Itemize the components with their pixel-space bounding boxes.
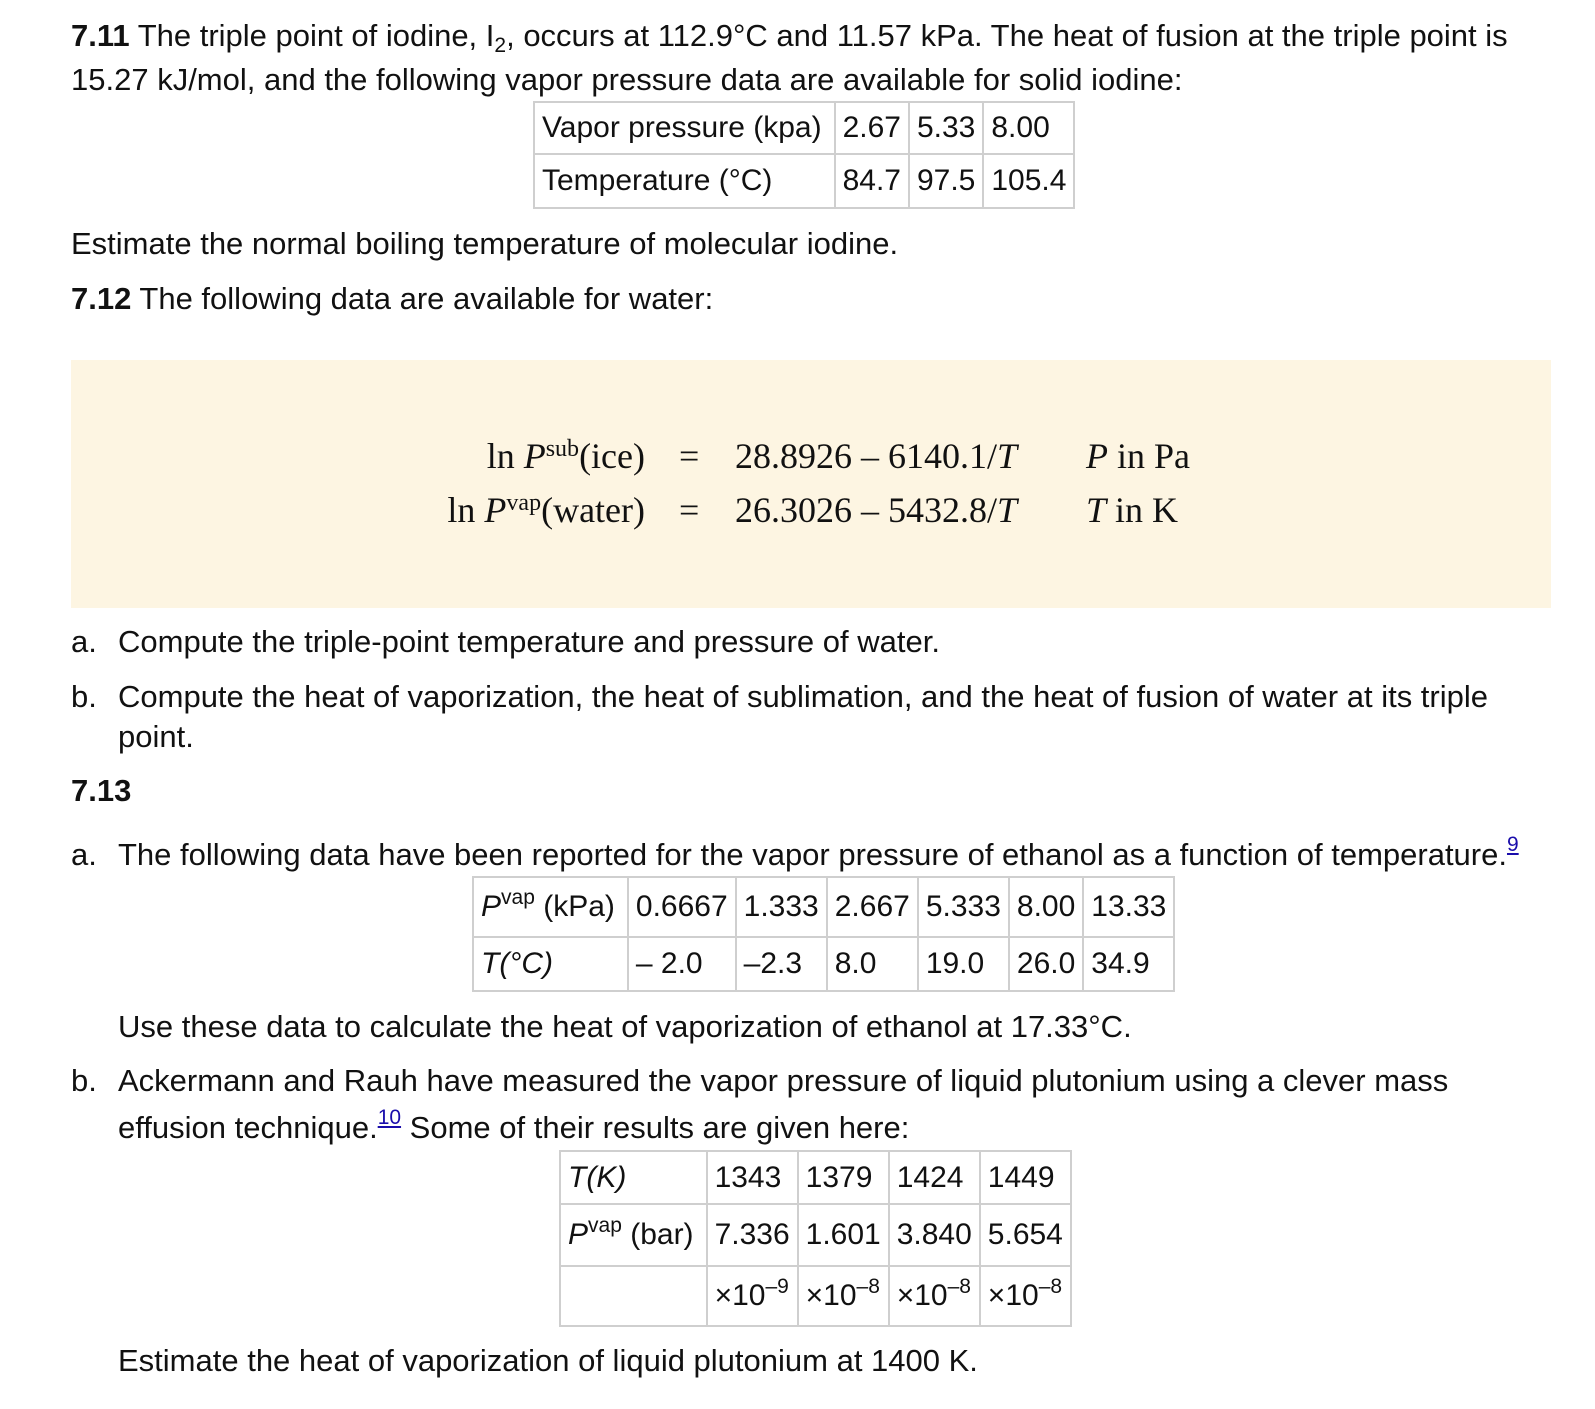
table-cell: 8.00 <box>1009 877 1083 937</box>
list-item: b. Compute the heat of vaporization, the heat of sublimation, and the heat of fusion of water at its triple <box>71 679 1488 714</box>
list-item: a. Compute the triple-point temperature and pressure of water. <box>71 624 940 659</box>
table-cell: 5.33 <box>909 102 983 154</box>
equation-box <box>71 360 1551 608</box>
table-cell: 2.67 <box>835 102 909 154</box>
table-cell: $P^{vap}$ (kPa) <box>473 877 628 937</box>
equation-2-unit: T in K <box>1086 490 1179 530</box>
problem-7-11-line2: 15.27 kJ/mol, and the following vapor pressure data are available for solid iodine: <box>71 62 1183 97</box>
table-cell: $P^{vap}$ (bar) <box>560 1204 707 1266</box>
table-cell: 3.840 <box>889 1204 980 1266</box>
table-row <box>534 102 1074 154</box>
equation-2-equals: = <box>679 490 700 530</box>
table-cell: 0.6667 <box>628 877 736 937</box>
iodine-vapor-pressure-table <box>533 101 1075 209</box>
equation-1-unit: P in Pa <box>1086 436 1191 476</box>
table-cell: 1424 <box>889 1151 980 1204</box>
table-cell: 1.333 <box>736 877 827 937</box>
table-cell: 8.0 <box>827 937 918 991</box>
problem-7-12-intro: 7.12 The following data are available for water: <box>71 281 714 316</box>
table-row <box>560 1151 1071 1204</box>
list-item-continuation: point. <box>118 719 194 754</box>
plutonium-vapor-pressure-table <box>559 1150 1072 1327</box>
table-cell: $\times 10^{-8}$ <box>980 1266 1071 1326</box>
table-cell: 34.9 <box>1083 937 1174 991</box>
table-row <box>560 1266 1071 1326</box>
table-cell: 1.601 <box>798 1204 889 1266</box>
table-cell: 97.5 <box>909 154 983 208</box>
table-cell: 105.4 <box>983 154 1074 208</box>
table-cell: 1343 <box>707 1151 798 1204</box>
problem-7-13-a-question: Use these data to calculate the heat of vaporization of ethanol at 17.33°C. <box>118 1009 1132 1044</box>
table-cell: $\times 10^{-8}$ <box>798 1266 889 1326</box>
table-row <box>473 937 1174 991</box>
problem-7-13-heading <box>71 773 131 809</box>
table-cell: 5.654 <box>980 1204 1071 1266</box>
equation-1-lhs: $\ln P^{sub}(ice)$ <box>486 436 645 476</box>
table-cell: 8.00 <box>983 102 1074 154</box>
list-item-continuation: effusion technique.$^{10}$ Some of their results are given here: <box>118 1106 910 1145</box>
table-cell: $\times 10^{-8}$ <box>889 1266 980 1326</box>
table-cell: 13.33 <box>1083 877 1174 937</box>
table-cell: 2.667 <box>827 877 918 937</box>
equation-2-lhs: $\ln P^{vap}(water)$ <box>447 490 645 530</box>
table-row <box>534 154 1074 208</box>
list-item: a. The following data have been reported for the vapor pressure of ethanol as a function of temperature.$^9$ <box>71 833 1519 872</box>
problem-number: 7.11 <box>71 18 130 53</box>
table-cell: Temperature (°C) <box>534 154 835 208</box>
table-row <box>473 877 1174 937</box>
table-cell: 1449 <box>980 1151 1071 1204</box>
equation-1-equals: = <box>679 436 700 476</box>
table-cell: Vapor pressure (kpa) <box>534 102 835 154</box>
table-cell: –2.3 <box>736 937 827 991</box>
footnote-link-10[interactable]: 10 <box>377 1106 402 1129</box>
table-cell: 26.0 <box>1009 937 1083 991</box>
ethanol-vapor-pressure-table <box>472 876 1175 992</box>
equation-1-rhs: 28.8926 – 6140.1/T <box>735 436 1018 476</box>
problem-7-13-b-question: Estimate the heat of vaporization of liquid plutonium at 1400 K. <box>118 1343 978 1378</box>
table-cell: 84.7 <box>835 154 909 208</box>
table-cell: T(°C) <box>473 937 628 991</box>
footnote-link-9[interactable]: 9 <box>1506 833 1519 856</box>
table-cell <box>560 1266 707 1326</box>
table-cell: 7.336 <box>707 1204 798 1266</box>
list-item: b. Ackermann and Rauh have measured the vapor pressure of liquid plutonium using a clever mass <box>71 1063 1449 1098</box>
table-row <box>560 1204 1071 1266</box>
problem-number: 7.13 <box>71 773 132 808</box>
table-cell: 19.0 <box>918 937 1009 991</box>
table-cell: T(K) <box>560 1151 707 1204</box>
table-cell: 1379 <box>798 1151 889 1204</box>
table-cell: $\times 10^{-9}$ <box>707 1266 798 1326</box>
table-cell: – 2.0 <box>628 937 736 991</box>
table-cell: 5.333 <box>918 877 1009 937</box>
problem-7-11-question: Estimate the normal boiling temperature of molecular iodine. <box>71 226 899 261</box>
problem-7-11-line1: 7.11 The triple point of iodine, $I_2$, occurs at 112.9°C and 11.57 kPa. The heat of fusion at the triple point is <box>71 18 1508 57</box>
problem-number: 7.12 <box>71 281 132 316</box>
equation-2-rhs: 26.3026 – 5432.8/T <box>735 490 1018 530</box>
